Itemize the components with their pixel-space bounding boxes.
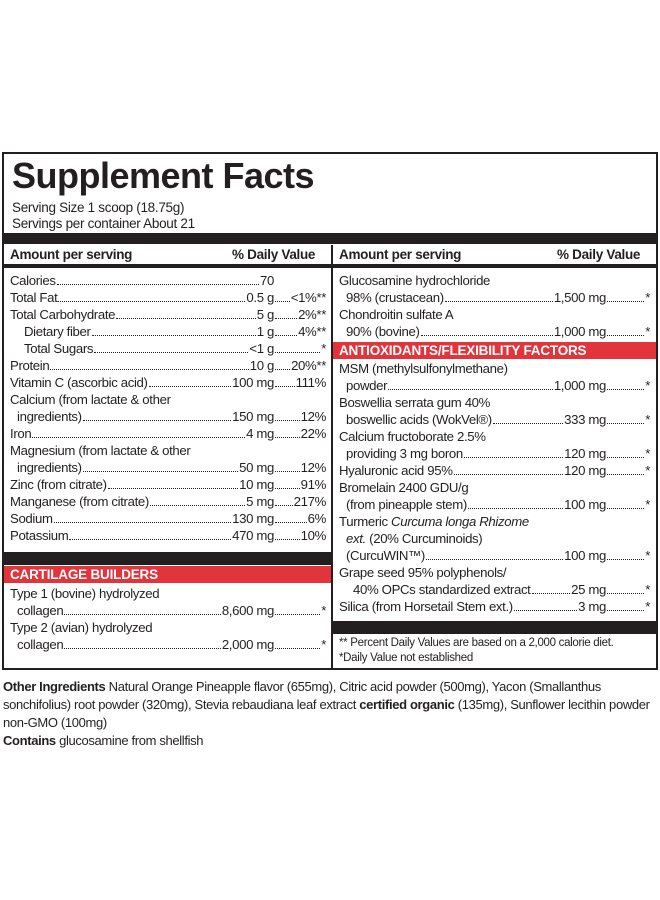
name-segment: Zinc (from citrate) bbox=[10, 477, 107, 492]
nutrient-amount: 1 g bbox=[256, 324, 274, 339]
daily-value: 12% bbox=[300, 460, 326, 475]
nutrient-row bbox=[339, 377, 650, 394]
dot-leader bbox=[83, 471, 238, 472]
dot-leader bbox=[454, 474, 564, 475]
nutrient-name bbox=[17, 408, 82, 425]
text-segment: glucosamine from shellfish bbox=[55, 733, 204, 748]
dot-leader bbox=[275, 420, 300, 421]
daily-value-cell bbox=[606, 323, 650, 340]
dot-leader bbox=[607, 559, 644, 560]
nutrient-amount: 4 mg bbox=[246, 426, 274, 441]
footnote-dv: ** Percent Daily Values are based on a 2,000 calorie diet. bbox=[339, 637, 614, 649]
dot-leader bbox=[468, 508, 563, 509]
name-segment: Silica (from Horsetail Stem ext.) bbox=[339, 599, 513, 614]
daily-value-cell bbox=[606, 462, 650, 479]
name-segment: Sodium bbox=[10, 511, 53, 526]
nutrient-row bbox=[10, 527, 326, 544]
name-segment: providing 3 mg boron bbox=[346, 446, 463, 461]
daily-value: * bbox=[645, 497, 650, 512]
nutrient-amount: 120 mg bbox=[564, 446, 606, 461]
nutrient-name bbox=[346, 530, 482, 547]
nutrient-row bbox=[10, 619, 326, 636]
servings-per-container: Servings per container About 21 bbox=[12, 216, 195, 231]
daily-value: 20%** bbox=[291, 358, 326, 373]
daily-value-cell bbox=[274, 425, 326, 442]
nutrient-name bbox=[10, 357, 49, 374]
dot-leader bbox=[69, 539, 231, 540]
name-segment: Calories bbox=[10, 273, 56, 288]
header-amount-left: Amount per serving bbox=[10, 247, 133, 262]
nutrient-name bbox=[346, 289, 444, 306]
nutrient-row bbox=[10, 636, 326, 653]
name-segment: collagen bbox=[17, 637, 64, 652]
daily-value-cell bbox=[274, 374, 326, 391]
nutrient-row bbox=[10, 408, 326, 425]
dot-leader bbox=[275, 505, 293, 506]
daily-value-cell bbox=[274, 289, 326, 306]
cartilage-heading: CARTILAGE BUILDERS bbox=[4, 566, 331, 583]
dot-leader bbox=[116, 318, 256, 319]
dot-leader bbox=[388, 389, 553, 390]
daily-value-cell bbox=[274, 476, 326, 493]
dot-leader bbox=[493, 423, 563, 424]
daily-value: * bbox=[645, 446, 650, 461]
daily-value-cell bbox=[274, 636, 326, 653]
nutrient-amount: 333 mg bbox=[564, 412, 606, 427]
nutrient-name bbox=[24, 340, 93, 357]
allergen-statement bbox=[3, 732, 203, 750]
dot-leader bbox=[57, 284, 259, 285]
dot-leader bbox=[514, 610, 577, 611]
dot-leader bbox=[607, 301, 644, 302]
nutrient-row bbox=[339, 306, 650, 323]
nutrient-row bbox=[339, 547, 650, 564]
dot-leader bbox=[275, 318, 297, 319]
dot-leader bbox=[275, 488, 300, 489]
nutrient-row bbox=[339, 272, 650, 289]
antioxidants-heading: ANTIOXIDANTS/FLEXIBILITY FACTORS bbox=[333, 342, 656, 359]
nutrient-name bbox=[339, 513, 529, 530]
daily-value: * bbox=[645, 548, 650, 563]
nutrient-row bbox=[10, 357, 326, 374]
nutrient-amount: 150 mg bbox=[232, 409, 274, 424]
daily-value: * bbox=[645, 599, 650, 614]
nutrient-row bbox=[10, 510, 326, 527]
dot-leader bbox=[607, 389, 644, 390]
text-segment: Other Ingredients bbox=[3, 679, 106, 694]
nutrient-amount: 130 mg bbox=[232, 511, 274, 526]
header-dv-left: % Daily Value bbox=[232, 247, 316, 262]
left-nutrients bbox=[10, 272, 326, 544]
name-segment: 90% (bovine) bbox=[346, 324, 420, 339]
daily-value: 217% bbox=[293, 494, 326, 509]
nutrient-amount: 120 mg bbox=[564, 463, 606, 478]
name-segment: (CurcuWIN™) bbox=[346, 548, 425, 563]
nutrient-row bbox=[339, 462, 650, 479]
name-segment: Total Sugars bbox=[24, 341, 94, 356]
daily-value: 111% bbox=[295, 375, 326, 390]
daily-value: 91% bbox=[300, 477, 326, 492]
daily-value-cell bbox=[274, 493, 326, 510]
nutrient-amount: 10 g bbox=[249, 358, 274, 373]
name-segment: Curcuma longa Rhizome bbox=[391, 514, 529, 529]
dot-leader bbox=[83, 420, 231, 421]
dot-leader bbox=[607, 457, 644, 458]
dot-leader bbox=[275, 437, 300, 438]
dot-leader bbox=[150, 505, 245, 506]
nutrient-row bbox=[10, 602, 326, 619]
nutrient-amount: <1 g bbox=[249, 341, 274, 356]
daily-value-cell bbox=[274, 510, 326, 527]
nutrient-row bbox=[10, 306, 326, 323]
header-rule bbox=[4, 264, 656, 268]
daily-value-cell bbox=[606, 289, 650, 306]
name-segment: Turmeric bbox=[339, 514, 392, 529]
name-segment: Iron bbox=[10, 426, 32, 441]
dot-leader bbox=[108, 488, 238, 489]
nutrient-name bbox=[10, 476, 107, 493]
daily-value: 4%** bbox=[298, 324, 326, 339]
daily-value-cell bbox=[274, 306, 326, 323]
nutrient-amount: 50 mg bbox=[239, 460, 274, 475]
nutrient-name bbox=[10, 272, 56, 289]
nutrient-amount: 1,500 mg bbox=[553, 290, 606, 305]
nutrient-row bbox=[10, 289, 326, 306]
other-ingredients bbox=[3, 678, 655, 732]
daily-value: * bbox=[321, 637, 326, 652]
dot-leader bbox=[50, 369, 248, 370]
name-segment: MSM (methylsulfonylmethane) bbox=[339, 361, 508, 376]
nutrient-row bbox=[10, 340, 326, 357]
nutrient-amount: 2,000 mg bbox=[221, 637, 274, 652]
name-segment: 40% OPCs standardized extract bbox=[353, 582, 531, 597]
daily-value: 6% bbox=[307, 511, 326, 526]
nutrient-name bbox=[339, 272, 490, 289]
name-segment: Total Carbohydrate bbox=[10, 307, 116, 322]
daily-value-cell bbox=[274, 323, 326, 340]
daily-value-cell bbox=[606, 411, 650, 428]
nutrient-row bbox=[10, 374, 326, 391]
dot-leader bbox=[275, 471, 300, 472]
daily-value: * bbox=[645, 582, 650, 597]
nutrient-amount: 1,000 mg bbox=[553, 378, 606, 393]
nutrient-amount: 470 mg bbox=[232, 528, 274, 543]
nutrient-amount: 100 mg bbox=[564, 497, 606, 512]
daily-value: * bbox=[645, 463, 650, 478]
dot-leader bbox=[464, 457, 563, 458]
nutrient-row bbox=[339, 411, 650, 428]
name-segment: Calcium (from lactate & other bbox=[10, 392, 171, 407]
daily-value: 2%** bbox=[298, 307, 326, 322]
name-segment: Bromelain 2400 GDU/g bbox=[339, 480, 469, 495]
name-segment: Hyaluronic acid 95% bbox=[339, 463, 453, 478]
nutrient-amount: 10 mg bbox=[239, 477, 274, 492]
name-segment: ext. bbox=[346, 531, 366, 546]
daily-value-cell bbox=[606, 445, 650, 462]
cartilage-list bbox=[10, 585, 326, 653]
daily-value: * bbox=[321, 341, 326, 356]
daily-value: 22% bbox=[300, 426, 326, 441]
nutrient-row bbox=[10, 585, 326, 602]
daily-value-cell bbox=[274, 408, 326, 425]
dot-leader bbox=[421, 335, 553, 336]
name-segment: boswellic acids (WokVel®) bbox=[346, 412, 492, 427]
footnote-not-established: *Daily Value not established bbox=[339, 652, 473, 664]
dot-leader bbox=[532, 593, 571, 594]
dot-leader bbox=[445, 301, 553, 302]
daily-value-cell bbox=[274, 357, 326, 374]
nutrient-name bbox=[10, 585, 159, 602]
nutrient-row bbox=[339, 445, 650, 462]
divider-bar bbox=[333, 621, 656, 634]
nutrient-name bbox=[346, 547, 425, 564]
text-segment: Contains bbox=[3, 733, 56, 748]
name-segment: (from pineapple stem) bbox=[346, 497, 467, 512]
dot-leader bbox=[54, 522, 231, 523]
name-segment: Magnesium (from lactate & other bbox=[10, 443, 191, 458]
dot-leader bbox=[58, 301, 245, 302]
name-segment: 98% (crustacean) bbox=[346, 290, 444, 305]
footnotes bbox=[339, 636, 650, 666]
daily-value: <1%** bbox=[290, 290, 326, 305]
name-segment: powder bbox=[346, 378, 388, 393]
text-segment: certified organic bbox=[359, 697, 455, 712]
nutrient-name bbox=[339, 428, 486, 445]
antioxidants-list bbox=[339, 360, 650, 615]
nutrient-name bbox=[10, 493, 149, 510]
daily-value-cell bbox=[606, 496, 650, 513]
nutrient-row bbox=[339, 496, 650, 513]
nutrient-amount: 1,000 mg bbox=[553, 324, 606, 339]
nutrient-amount: 70 bbox=[260, 273, 274, 288]
nutrient-row bbox=[10, 459, 326, 476]
dot-leader bbox=[275, 369, 290, 370]
dot-leader bbox=[607, 423, 644, 424]
name-segment: Manganese (from citrate) bbox=[10, 494, 149, 509]
nutrient-name bbox=[346, 377, 387, 394]
nutrient-name bbox=[24, 323, 91, 340]
name-segment: Type 1 (bovine) hydrolyzed bbox=[10, 586, 160, 601]
dot-leader bbox=[64, 648, 220, 649]
nutrient-name bbox=[339, 479, 468, 496]
dot-leader bbox=[426, 559, 563, 560]
name-segment: Total Fat bbox=[10, 290, 58, 305]
dot-leader bbox=[275, 522, 307, 523]
nutrient-amount: 100 mg bbox=[232, 375, 274, 390]
nutrient-row bbox=[339, 394, 650, 411]
daily-value-cell bbox=[274, 340, 326, 357]
nutrient-row bbox=[339, 289, 650, 306]
header-amount-right: Amount per serving bbox=[339, 247, 462, 262]
daily-value: 12% bbox=[300, 409, 326, 424]
daily-value: * bbox=[321, 603, 326, 618]
nutrient-row bbox=[339, 564, 650, 581]
nutrient-name bbox=[10, 391, 171, 408]
divider-bar bbox=[4, 552, 331, 565]
nutrient-name bbox=[339, 598, 513, 615]
nutrient-row bbox=[10, 272, 326, 289]
dot-leader bbox=[607, 335, 644, 336]
nutrient-name bbox=[10, 527, 68, 544]
name-segment: ingredients) bbox=[17, 409, 82, 424]
right-ingredients bbox=[339, 272, 650, 340]
nutrient-row bbox=[339, 530, 650, 547]
nutrient-name bbox=[17, 459, 82, 476]
header-dv-right: % Daily Value bbox=[557, 247, 641, 262]
supplement-facts-panel bbox=[2, 152, 658, 670]
nutrient-name bbox=[17, 636, 63, 653]
nutrient-row bbox=[339, 581, 650, 598]
text-segment: Natural Orange Pineapple flavor (655mg), Citric acid powder (500mg), Yacon (Smallanthus sonchifolius) root powder (320mg), Stevia rebaudiana leaf extract bbox=[3, 679, 601, 712]
nutrient-row bbox=[10, 425, 326, 442]
name-segment: ingredients) bbox=[17, 460, 82, 475]
nutrient-name bbox=[339, 306, 453, 323]
dot-leader bbox=[275, 614, 320, 615]
name-segment: Type 2 (avian) hydrolyzed bbox=[10, 620, 153, 635]
nutrient-name bbox=[339, 564, 506, 581]
name-segment: (20% Curcuminoids) bbox=[365, 531, 483, 546]
dot-leader bbox=[94, 352, 248, 353]
nutrient-name bbox=[17, 602, 63, 619]
dot-leader bbox=[149, 386, 232, 387]
column-divider bbox=[331, 245, 333, 668]
nutrient-name bbox=[346, 411, 492, 428]
nutrient-name bbox=[10, 289, 57, 306]
name-segment: Boswellia serrata gum 40% bbox=[339, 395, 491, 410]
nutrient-name bbox=[339, 394, 490, 411]
dot-leader bbox=[32, 437, 245, 438]
nutrient-name bbox=[346, 496, 467, 513]
daily-value: * bbox=[645, 290, 650, 305]
name-segment: Glucosamine hydrochloride bbox=[339, 273, 491, 288]
nutrient-row bbox=[10, 323, 326, 340]
nutrient-row bbox=[339, 323, 650, 340]
name-segment: Grape seed 95% polyphenols/ bbox=[339, 565, 507, 580]
nutrient-name bbox=[10, 510, 53, 527]
nutrient-name bbox=[339, 360, 508, 377]
nutrient-row bbox=[339, 360, 650, 377]
dot-leader bbox=[607, 474, 644, 475]
nutrient-name bbox=[339, 462, 453, 479]
nutrient-name bbox=[10, 619, 152, 636]
dot-leader bbox=[92, 335, 256, 336]
nutrient-row bbox=[339, 598, 650, 615]
nutrient-name bbox=[10, 374, 148, 391]
nutrient-row bbox=[10, 493, 326, 510]
divider-bar bbox=[4, 233, 656, 244]
nutrient-amount: 100 mg bbox=[564, 548, 606, 563]
dot-leader bbox=[64, 614, 220, 615]
daily-value: * bbox=[645, 378, 650, 393]
daily-value: 10% bbox=[300, 528, 326, 543]
name-segment: Potassium bbox=[10, 528, 69, 543]
name-segment: Vitamin C (ascorbic acid) bbox=[10, 375, 148, 390]
nutrient-amount: 8,600 mg bbox=[221, 603, 274, 618]
name-segment: Calcium fructoborate 2.5% bbox=[339, 429, 486, 444]
nutrient-row bbox=[10, 442, 326, 459]
nutrient-row bbox=[339, 513, 650, 530]
nutrient-amount: 5 g bbox=[256, 307, 274, 322]
nutrient-amount: 25 mg bbox=[571, 582, 606, 597]
nutrient-amount: 3 mg bbox=[578, 599, 606, 614]
name-segment: Dietary fiber bbox=[24, 324, 91, 339]
dot-leader bbox=[275, 301, 290, 302]
dot-leader bbox=[275, 335, 297, 336]
dot-leader bbox=[275, 539, 300, 540]
nutrient-row bbox=[339, 428, 650, 445]
name-segment: collagen bbox=[17, 603, 64, 618]
nutrient-row bbox=[10, 391, 326, 408]
daily-value: * bbox=[645, 324, 650, 339]
nutrient-row bbox=[10, 476, 326, 493]
serving-size: Serving Size 1 scoop (18.75g) bbox=[12, 200, 185, 215]
daily-value: * bbox=[645, 412, 650, 427]
daily-value-cell bbox=[274, 459, 326, 476]
dot-leader bbox=[607, 610, 644, 611]
nutrient-amount: 0.5 g bbox=[246, 290, 274, 305]
dot-leader bbox=[275, 648, 320, 649]
nutrient-amount: 5 mg bbox=[246, 494, 274, 509]
dot-leader bbox=[607, 593, 644, 594]
nutrient-name bbox=[346, 323, 420, 340]
daily-value-cell bbox=[274, 527, 326, 544]
nutrient-name bbox=[346, 445, 463, 462]
daily-value-cell bbox=[606, 377, 650, 394]
dot-leader bbox=[275, 352, 320, 353]
dot-leader bbox=[607, 508, 644, 509]
daily-value-cell bbox=[274, 602, 326, 619]
name-segment: Chondroitin sulfate A bbox=[339, 307, 454, 322]
text-segment: (135mg), Sunflower lecithin powder non-GMO (100mg) bbox=[3, 697, 650, 730]
nutrient-name bbox=[10, 306, 115, 323]
daily-value-cell bbox=[606, 598, 650, 615]
name-segment: Protein bbox=[10, 358, 50, 373]
nutrient-name bbox=[10, 442, 190, 459]
nutrient-name bbox=[10, 425, 31, 442]
nutrient-row bbox=[339, 479, 650, 496]
daily-value-cell bbox=[606, 547, 650, 564]
nutrient-name bbox=[353, 581, 531, 598]
dot-leader bbox=[275, 386, 295, 387]
panel-title: Supplement Facts bbox=[12, 155, 315, 196]
daily-value-cell bbox=[606, 581, 650, 598]
